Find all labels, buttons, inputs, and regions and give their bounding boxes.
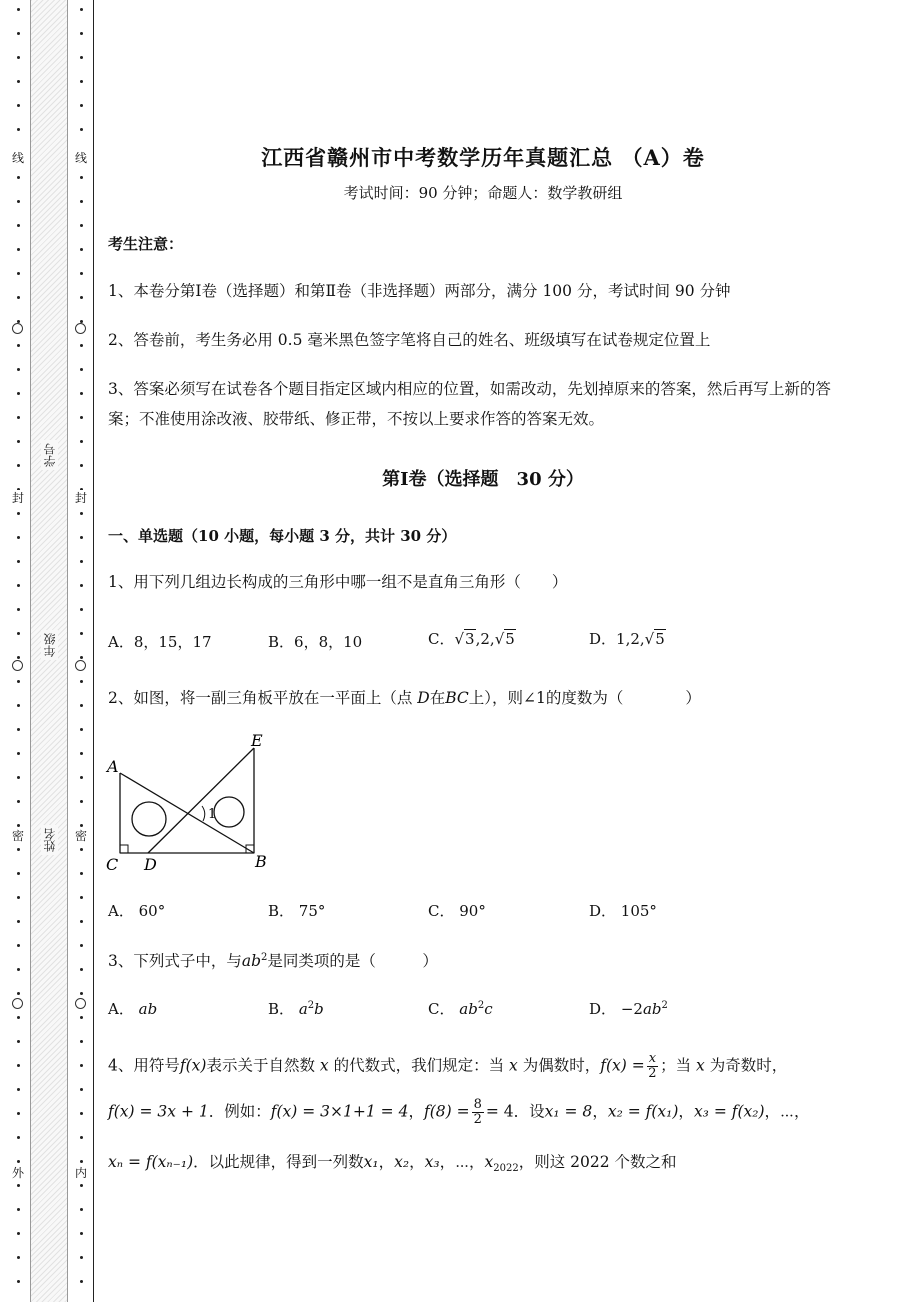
dot xyxy=(17,80,20,83)
dot xyxy=(17,104,20,107)
dot xyxy=(80,248,83,251)
q1-option-d: D．1,2,√5 xyxy=(589,630,665,648)
dot xyxy=(17,824,20,827)
dot xyxy=(17,1136,20,1139)
hole-circle-left xyxy=(132,802,166,836)
dot xyxy=(17,872,20,875)
part-heading: 一、单选题（10 小题，每小题 3 分，共计 30 分） xyxy=(108,527,457,545)
margin-circle xyxy=(12,323,23,334)
dot xyxy=(17,992,20,995)
dot xyxy=(80,128,83,131)
margin-char-wai: 外 xyxy=(12,1166,25,1180)
dot xyxy=(17,800,20,803)
q2-option-d: D． 105° xyxy=(589,902,657,920)
label-e: E xyxy=(251,731,263,750)
notice-heading: 考生注意： xyxy=(108,235,184,253)
margin-char-feng: 封 xyxy=(12,491,25,505)
dot xyxy=(80,1112,83,1115)
q3-option-b: B． $a^2b$ xyxy=(268,1000,324,1018)
question-4-line-1: 4、用符号f(x)表示关于自然数 x 的代数式，我们规定：当 x 为偶数时，f(x) = $\frac{x}{2}$ ；当 x 为奇数时， xyxy=(108,1051,788,1081)
label-student-id: 学号 xyxy=(41,440,58,470)
q3-option-d: D． $-2ab^2$ xyxy=(589,1000,668,1018)
dot xyxy=(17,944,20,947)
dot xyxy=(17,920,20,923)
dot xyxy=(80,872,83,875)
dot xyxy=(17,1064,20,1067)
dot xyxy=(80,56,83,59)
dot xyxy=(17,1280,20,1283)
label-a: A xyxy=(107,757,119,776)
right-dotted-line xyxy=(80,8,83,1302)
dot xyxy=(80,896,83,899)
dot xyxy=(80,920,83,923)
dot xyxy=(80,416,83,419)
margin-border-line xyxy=(93,0,94,1302)
dot xyxy=(17,848,20,851)
dot xyxy=(80,680,83,683)
left-dotted-line xyxy=(17,8,20,1302)
dot xyxy=(17,656,20,659)
dot xyxy=(80,296,83,299)
dot xyxy=(80,8,83,11)
triangle-figure xyxy=(98,728,278,878)
q2-option-c: C． 90° xyxy=(428,902,486,920)
dot xyxy=(80,536,83,539)
margin-circle xyxy=(75,660,86,671)
dot xyxy=(80,80,83,83)
dot xyxy=(17,1160,20,1163)
dot xyxy=(17,464,20,467)
exam-title: 江西省赣州市中考数学历年真题汇总 （A）卷 xyxy=(261,145,705,170)
segment-ab xyxy=(120,773,254,853)
question-3-stem: 3、下列式子中，与$ab^2$是同类项的是（ ） xyxy=(108,952,438,971)
label-grade: 年级 xyxy=(41,630,58,660)
margin-circle xyxy=(12,998,23,1009)
dot xyxy=(17,344,20,347)
dot xyxy=(80,1256,83,1259)
margin-char-xian: 线 xyxy=(75,151,88,165)
dot xyxy=(80,176,83,179)
angle-1-arc xyxy=(202,806,205,821)
label-d: D xyxy=(144,855,157,874)
dot xyxy=(80,1184,83,1187)
right-angle-c xyxy=(120,845,128,853)
q2-option-a: A． 60° xyxy=(108,902,166,920)
label-1: 1 xyxy=(208,807,217,822)
dot xyxy=(17,32,20,35)
hole-circle-right xyxy=(214,797,244,827)
dot xyxy=(80,272,83,275)
section-title: 第Ⅰ卷（选择题 30 分） xyxy=(382,469,584,490)
dot xyxy=(80,200,83,203)
dot xyxy=(80,1160,83,1163)
q2-option-b: B． 75° xyxy=(268,902,326,920)
dot xyxy=(17,1088,20,1091)
dot xyxy=(17,608,20,611)
label-name: 姓名 xyxy=(41,825,58,855)
dot xyxy=(17,896,20,899)
q1-option-c: C．√3,2,√5 xyxy=(428,630,515,648)
dot xyxy=(17,536,20,539)
dot xyxy=(17,512,20,515)
dot xyxy=(17,368,20,371)
fraction-8-over-2: $\frac{8}{2}$ xyxy=(473,1097,482,1127)
dot xyxy=(17,728,20,731)
dot xyxy=(17,1016,20,1019)
label-c: C xyxy=(106,855,119,874)
margin-char-nei: 内 xyxy=(75,1166,88,1180)
q1-option-b: B．6，8，10 xyxy=(268,633,363,651)
dot xyxy=(17,440,20,443)
dot xyxy=(17,1232,20,1235)
label-b: B xyxy=(255,852,267,871)
margin-char-mi: 密 xyxy=(75,829,88,843)
dot xyxy=(80,344,83,347)
notice-item-1: 1、本卷分第Ⅰ卷（选择题）和第Ⅱ卷（非选择题）两部分，满分 100 分，考试时间 90 分钟 xyxy=(108,282,731,300)
dot xyxy=(80,632,83,635)
dot xyxy=(80,776,83,779)
dot xyxy=(80,1232,83,1235)
dot xyxy=(80,704,83,707)
margin-char-xian: 线 xyxy=(12,151,25,165)
dot xyxy=(17,416,20,419)
dot xyxy=(17,560,20,563)
dot xyxy=(80,440,83,443)
dot xyxy=(80,1088,83,1091)
dot xyxy=(80,968,83,971)
dot xyxy=(17,968,20,971)
dot xyxy=(80,104,83,107)
q1-option-a: A．8，15，17 xyxy=(108,633,212,651)
dot xyxy=(80,752,83,755)
dot xyxy=(80,368,83,371)
exam-subtitle: 考试时间：90 分钟；命题人：数学教研组 xyxy=(343,184,623,202)
margin-circle xyxy=(12,660,23,671)
dot xyxy=(80,584,83,587)
dot xyxy=(80,992,83,995)
dot xyxy=(80,512,83,515)
dot xyxy=(17,1208,20,1211)
dot xyxy=(80,392,83,395)
question-4-line-2: f(x) = 3x + 1．例如：f(x) = 3×1+1 = 4，f(8) = $\frac{8}{2}$ = 4．设x₁ = 8，x₂ = f(x₁)，x₃ = f(x₂)，⋯， xyxy=(108,1097,810,1127)
notice-item-2: 2、答卷前，考生务必用 0.5 毫米黑色签字笔将自己的姓名、班级填写在试卷规定位置上 xyxy=(108,331,711,349)
notice-item-3: 3、答案必须写在试卷各个题目指定区域内相应的位置，如需改动，先划掉原来的答案，然后再写上新的答案；不准使用涂改液、胶带纸、修正带，不按以上要求作答的答案无效。 xyxy=(108,380,831,428)
dot xyxy=(80,944,83,947)
dot xyxy=(80,824,83,827)
question-1-stem: 1、用下列几组边长构成的三角形中哪一组不是直角三角形（ ） xyxy=(108,573,568,591)
dot xyxy=(80,1040,83,1043)
q3-option-a: A． ab xyxy=(108,1000,158,1018)
dot xyxy=(17,680,20,683)
dot xyxy=(17,296,20,299)
dot xyxy=(80,656,83,659)
dot xyxy=(17,1040,20,1043)
dot xyxy=(80,608,83,611)
dot xyxy=(80,1064,83,1067)
question-4-line-3: xₙ = f(xₙ₋₁)．以此规律，得到一列数x₁，x₂，x₃，⋯，$x_{2022}$，则这 2022 个数之和 xyxy=(108,1153,677,1175)
dot xyxy=(17,248,20,251)
dot xyxy=(80,800,83,803)
dot xyxy=(17,176,20,179)
dot xyxy=(17,1112,20,1115)
dot xyxy=(80,848,83,851)
margin-char-mi: 密 xyxy=(12,829,25,843)
dot xyxy=(80,560,83,563)
margin-circle xyxy=(75,998,86,1009)
q3-option-c: C． $ab^2c$ xyxy=(428,1000,493,1018)
dot xyxy=(17,224,20,227)
dot xyxy=(17,632,20,635)
margin-char-feng: 封 xyxy=(75,491,88,505)
dot xyxy=(80,464,83,467)
fraction-x-over-2: $\frac{x}{2}$ xyxy=(648,1051,657,1081)
dot xyxy=(80,1280,83,1283)
dot xyxy=(17,776,20,779)
dot xyxy=(80,32,83,35)
dot xyxy=(17,704,20,707)
dot xyxy=(17,8,20,11)
dot xyxy=(17,200,20,203)
margin-circle xyxy=(75,323,86,334)
dot xyxy=(80,728,83,731)
dot xyxy=(17,584,20,587)
dot xyxy=(80,224,83,227)
dot xyxy=(17,272,20,275)
dot xyxy=(17,752,20,755)
dot xyxy=(17,56,20,59)
dot xyxy=(17,392,20,395)
question-2-stem: 2、如图，将一副三角板平放在一平面上（点 D在BC上），则∠1的度数为（ ） xyxy=(108,689,701,707)
dot xyxy=(80,1208,83,1211)
dot xyxy=(17,128,20,131)
dot xyxy=(17,1184,20,1187)
dot xyxy=(80,1136,83,1139)
dot xyxy=(80,1016,83,1019)
dot xyxy=(17,1256,20,1259)
